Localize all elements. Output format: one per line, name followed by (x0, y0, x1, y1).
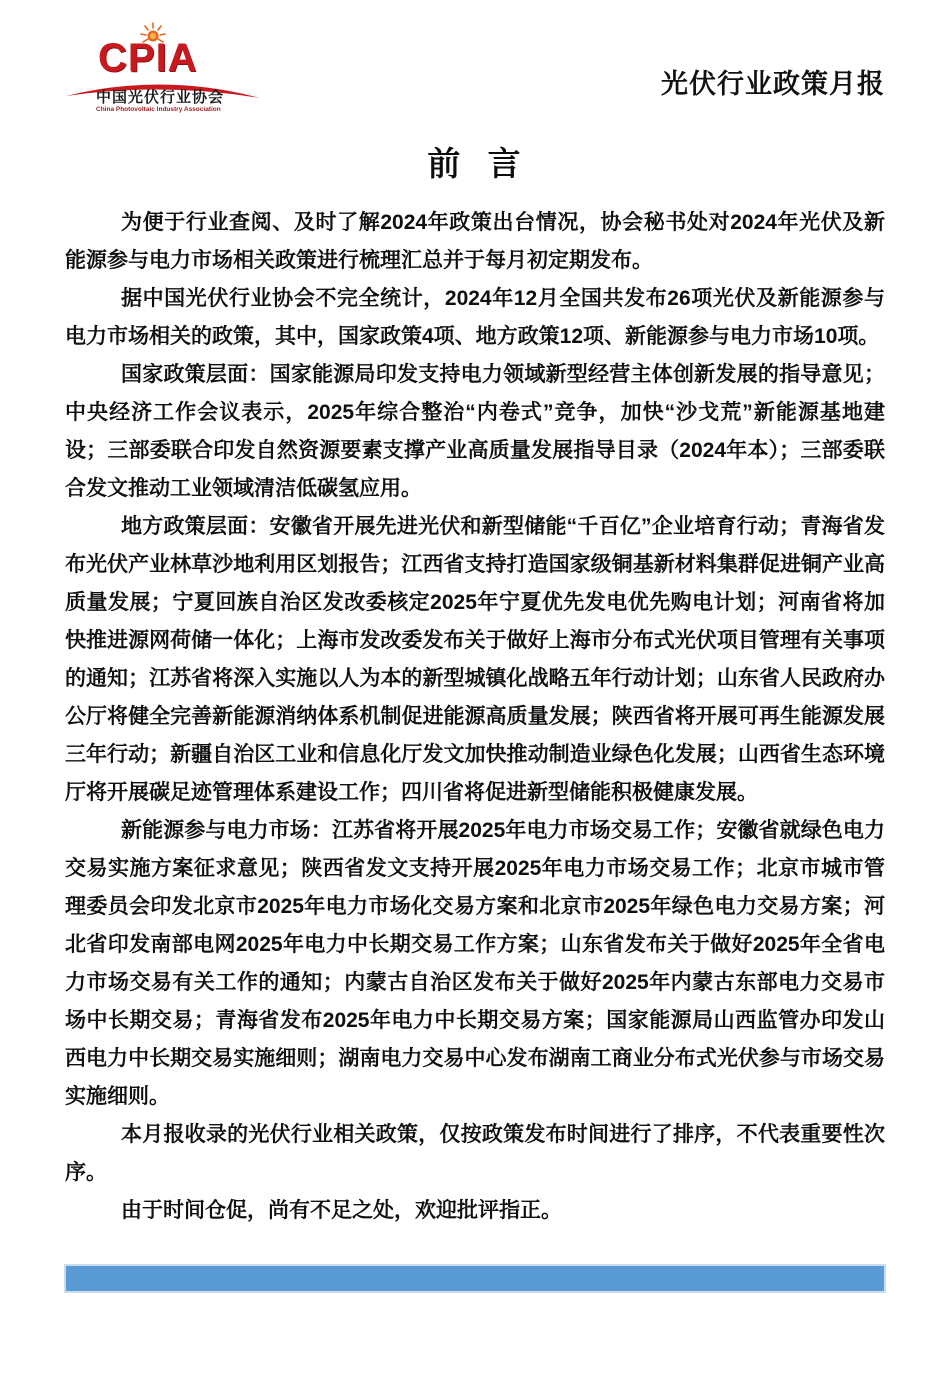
paragraph-power-market: 新能源参与电力市场：江苏省将开展2025年电力市场交易工作；安徽省就绿色电力交易实施方案征求意见；陕西省发文支持开展2025年电力市场交易工作；北京市城市管理委员会印发北京市2025年电力市场化交易方案和北京市2025年绿色电力交易方案；河北省印发南部电网2025年电力中长期交易工作方案；山东省发布关于做好2025年全省电力市场交易有关工作的通知；内蒙古自治区发布关于做好2025年内蒙古东部电力交易市场中长期交易；青海省发布2025年电力中长期交易方案；国家能源局山西监管办印发山西电力中长期交易实施细则；湖南电力交易中心发布湖南工商业分布式光伏参与市场交易实施细则。 (65, 819, 885, 1108)
logo-acronym: CPIA (98, 36, 198, 80)
paragraph-ordering-note: 本月报收录的光伏行业相关政策，仅按政策发布时间进行了排序，不代表重要性次序。 (65, 1123, 885, 1184)
paragraph-statistics: 据中国光伏行业协会不完全统计，2024年12月全国共发布26项光伏及新能源参与电力市场相关的政策，其中，国家政策4项、地方政策12项、新能源参与电力市场10项。 (65, 287, 885, 348)
page-title: 前 言 (427, 145, 523, 182)
logo-en-name: China Photovoltaic Industry Association (96, 106, 221, 113)
paragraph-local-policy: 地方政策层面：安徽省开展先进光伏和新型储能“千百亿”企业培育行动；青海省发布光伏产业林草沙地利用区划报告；江西省支持打造国家级铜基新材料集群促进铜产业高质量发展；宁夏回族自治区发改委核定2025年宁夏优先发电优先购电计划；河南省将加快推进源网荷储一体化；上海市发改委发布关于做好上海市分布式光伏项目管理有关事项的通知；江苏省将深入实施以人为本的新型城镇化战略五年行动计划；山东省人民政府办公厅将健全完善新能源消纳体系机制促进能源高质量发展；陕西省将开展可再生能源发展三年行动；新疆自治区工业和信息化厅发文加快推动制造业绿色化发展；山西省生态环境厅将开展碳足迹管理体系建设工作；四川省将促进新型储能积极健康发展。 (65, 515, 885, 804)
cpia-logo (68, 22, 248, 122)
paragraph-closing-remark: 由于时间仓促，尚有不足之处，欢迎批评指正。 (121, 1199, 562, 1222)
logo-cn-name: 中国光伏行业协会 (96, 89, 225, 106)
report-title: 光伏行业政策月报 (661, 69, 885, 99)
paragraph-national-policy: 国家政策层面：国家能源局印发支持电力领域新型经营主体创新发展的指导意见；中央经济工作会议表示，2025年综合整治“内卷式”竞争，加快“沙戈荒”新能源基地建设；三部委联合印发自然资源要素支撑产业高质量发展指导目录（2024年本）；三部委联合发文推动工业领域清洁低碳氢应用。 (65, 363, 885, 500)
footer-accent-bar (64, 1264, 886, 1293)
preface-body (65, 204, 885, 1230)
paragraph-intro: 为便于行业查阅、及时了解2024年政策出台情况，协会秘书处对2024年光伏及新能源参与电力市场相关政策进行梳理汇总并于每月初定期发布。 (65, 211, 885, 272)
